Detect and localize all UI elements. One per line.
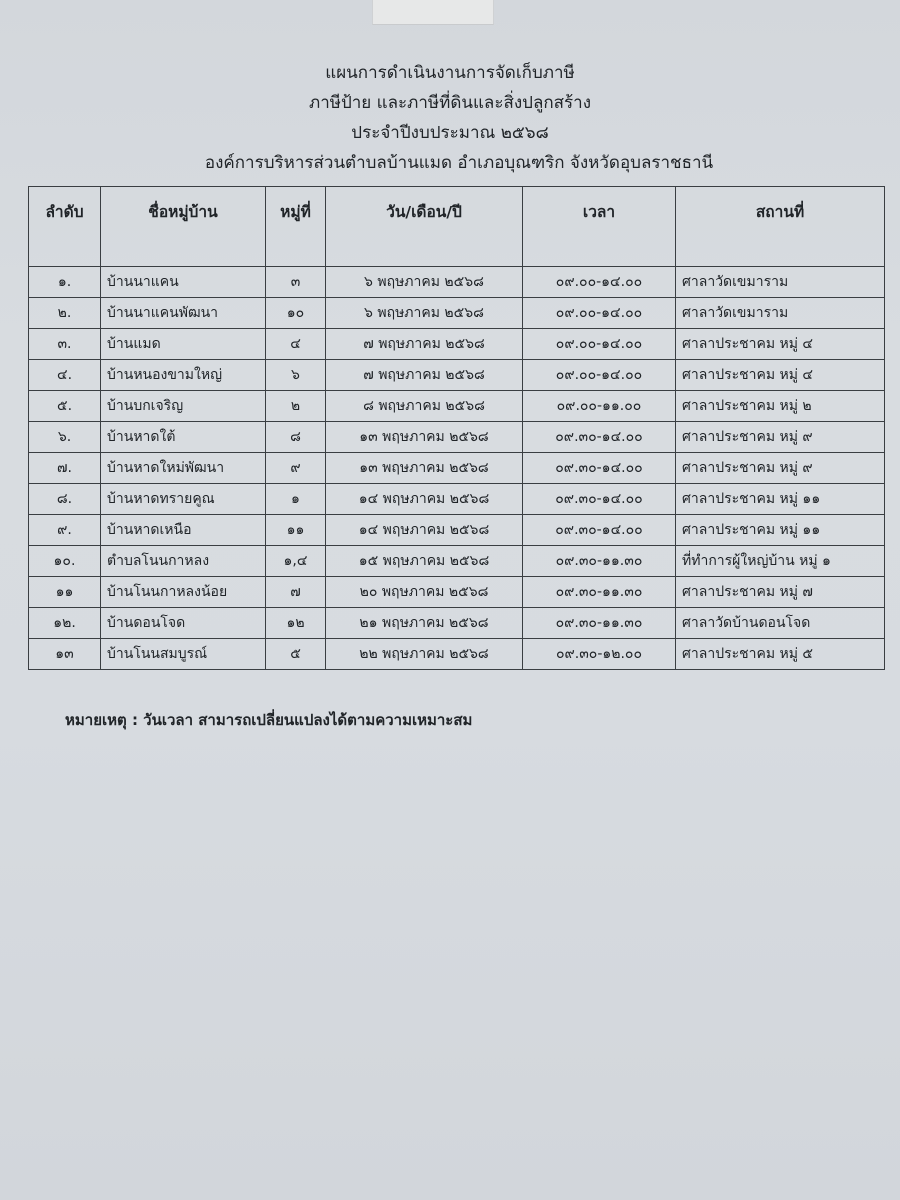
cell-date: ๒๒ พฤษภาคม ๒๕๖๘	[326, 639, 523, 670]
cell-date: ๖ พฤษภาคม ๒๕๖๘	[326, 298, 523, 329]
table-row	[29, 298, 885, 329]
table-row	[29, 453, 885, 484]
cell-village: บ้านนาแคนพัฒนา	[101, 298, 266, 329]
document-header	[0, 58, 900, 178]
table-row	[29, 546, 885, 577]
cell-place: ที่ทำการผู้ใหญ่บ้าน หมู่ ๑	[676, 546, 885, 577]
cell-moo: ๑	[266, 484, 326, 515]
cell-order: ๕.	[29, 391, 101, 422]
cell-date: ๘ พฤษภาคม ๒๕๖๘	[326, 391, 523, 422]
table-row	[29, 329, 885, 360]
cell-time: ๐๙.๓๐-๑๔.๐๐	[523, 453, 676, 484]
cell-time: ๐๙.๐๐-๑๔.๐๐	[523, 360, 676, 391]
cell-date: ๑๕ พฤษภาคม ๒๕๖๘	[326, 546, 523, 577]
cell-moo: ๙	[266, 453, 326, 484]
cell-village: บ้านหนองขามใหญ่	[101, 360, 266, 391]
cell-order: ๑๑	[29, 577, 101, 608]
cell-place: ศาลาวัดเขมาราม	[676, 267, 885, 298]
cell-place: ศาลาประชาคม หมู่ ๑๑	[676, 515, 885, 546]
cell-village: บ้านแมด	[101, 329, 266, 360]
cell-order: ๔.	[29, 360, 101, 391]
cell-moo: ๔	[266, 329, 326, 360]
cell-date: ๑๓ พฤษภาคม ๒๕๖๘	[326, 422, 523, 453]
cell-moo: ๑๑	[266, 515, 326, 546]
cell-time: ๐๙.๐๐-๑๑.๐๐	[523, 391, 676, 422]
col-header-date: วัน/เดือน/ปี	[326, 187, 523, 267]
cell-date: ๑๔ พฤษภาคม ๒๕๖๘	[326, 515, 523, 546]
col-header-place: สถานที่	[676, 187, 885, 267]
cell-order: ๓.	[29, 329, 101, 360]
cell-order: ๘.	[29, 484, 101, 515]
cell-order: ๙.	[29, 515, 101, 546]
cell-village: ตำบลโนนกาหลง	[101, 546, 266, 577]
cell-place: ศาลาประชาคม หมู่ ๗	[676, 577, 885, 608]
cell-time: ๐๙.๓๐-๑๑.๓๐	[523, 577, 676, 608]
cell-order: ๖.	[29, 422, 101, 453]
cell-village: บ้านบกเจริญ	[101, 391, 266, 422]
table-header-row	[29, 187, 885, 267]
cell-place: ศาลาวัดเขมาราม	[676, 298, 885, 329]
cell-order: ๒.	[29, 298, 101, 329]
cell-time: ๐๙.๓๐-๑๑.๓๐	[523, 608, 676, 639]
col-header-village: ชื่อหมู่บ้าน	[101, 187, 266, 267]
cell-village: บ้านโนนสมบูรณ์	[101, 639, 266, 670]
cell-time: ๐๙.๓๐-๑๔.๐๐	[523, 515, 676, 546]
col-header-time: เวลา	[523, 187, 676, 267]
col-header-moo: หมู่ที่	[266, 187, 326, 267]
table-row	[29, 639, 885, 670]
cell-date: ๒๑ พฤษภาคม ๒๕๖๘	[326, 608, 523, 639]
cell-moo: ๗	[266, 577, 326, 608]
cell-village: บ้านนาแคน	[101, 267, 266, 298]
table-row	[29, 422, 885, 453]
cell-moo: ๓	[266, 267, 326, 298]
cell-village: บ้านโนนกาหลงน้อย	[101, 577, 266, 608]
cell-place: ศาลาประชาคม หมู่ ๔	[676, 360, 885, 391]
cell-order: ๑๓	[29, 639, 101, 670]
cell-time: ๐๙.๐๐-๑๔.๐๐	[523, 267, 676, 298]
cell-time: ๐๙.๐๐-๑๔.๐๐	[523, 298, 676, 329]
footnote: หมายเหตุ : วันเวลา สามารถเปลี่ยนแปลงได้ตามความเหมาะสม	[65, 711, 473, 729]
cell-date: ๑๓ พฤษภาคม ๒๕๖๘	[326, 453, 523, 484]
cell-place: ศาลาวัดบ้านดอนโจด	[676, 608, 885, 639]
cell-moo: ๑๒	[266, 608, 326, 639]
cell-date: ๖ พฤษภาคม ๒๕๖๘	[326, 267, 523, 298]
cell-village: บ้านดอนโจด	[101, 608, 266, 639]
header-fiscal-year: ประจำปีงบประมาณ ๒๕๖๘	[351, 123, 549, 143]
table-row	[29, 360, 885, 391]
cell-moo: ๕	[266, 639, 326, 670]
cell-moo: ๖	[266, 360, 326, 391]
table-row	[29, 484, 885, 515]
table-row	[29, 391, 885, 422]
header-organization: องค์การบริหารส่วนตำบลบ้านแมด อำเภอบุณฑริก จังหวัดอุบลราชธานี	[204, 153, 714, 173]
cell-village: บ้านหาดเหนือ	[101, 515, 266, 546]
cell-order: ๗.	[29, 453, 101, 484]
cell-time: ๐๙.๓๐-๑๔.๐๐	[523, 484, 676, 515]
table-row	[29, 608, 885, 639]
cell-date: ๑๔ พฤษภาคม ๒๕๖๘	[326, 484, 523, 515]
cell-moo: ๑๐	[266, 298, 326, 329]
header-title: แผนการดำเนินงานการจัดเก็บภาษี	[325, 63, 575, 83]
table-row	[29, 515, 885, 546]
header-tax-types: ภาษีป้าย และภาษีที่ดินและสิ่งปลูกสร้าง	[308, 93, 592, 113]
cell-place: ศาลาประชาคม หมู่ ๒	[676, 391, 885, 422]
col-header-order: ลำดับ	[29, 187, 101, 267]
cell-time: ๐๙.๓๐-๑๒.๐๐	[523, 639, 676, 670]
cell-moo: ๑,๔	[266, 546, 326, 577]
table-row	[29, 267, 885, 298]
cell-village: บ้านหาดทรายคูณ	[101, 484, 266, 515]
cell-time: ๐๙.๓๐-๑๑.๓๐	[523, 546, 676, 577]
cell-place: ศาลาประชาคม หมู่ ๕	[676, 639, 885, 670]
cell-place: ศาลาประชาคม หมู่ ๑๑	[676, 484, 885, 515]
cell-date: ๒๐ พฤษภาคม ๒๕๖๘	[326, 577, 523, 608]
cell-date: ๗ พฤษภาคม ๒๕๖๘	[326, 329, 523, 360]
cell-moo: ๒	[266, 391, 326, 422]
cell-village: บ้านหาดใต้	[101, 422, 266, 453]
cell-place: ศาลาประชาคม หมู่ ๙	[676, 422, 885, 453]
cell-order: ๑๒.	[29, 608, 101, 639]
tape-strip	[372, 0, 494, 25]
cell-time: ๐๙.๐๐-๑๔.๐๐	[523, 329, 676, 360]
cell-order: ๑๐.	[29, 546, 101, 577]
table-row	[29, 577, 885, 608]
cell-place: ศาลาประชาคม หมู่ ๙	[676, 453, 885, 484]
cell-place: ศาลาประชาคม หมู่ ๔	[676, 329, 885, 360]
cell-time: ๐๙.๓๐-๑๔.๐๐	[523, 422, 676, 453]
cell-order: ๑.	[29, 267, 101, 298]
schedule-table	[28, 186, 885, 670]
cell-moo: ๘	[266, 422, 326, 453]
cell-date: ๗ พฤษภาคม ๒๕๖๘	[326, 360, 523, 391]
cell-village: บ้านหาดใหม่พัฒนา	[101, 453, 266, 484]
